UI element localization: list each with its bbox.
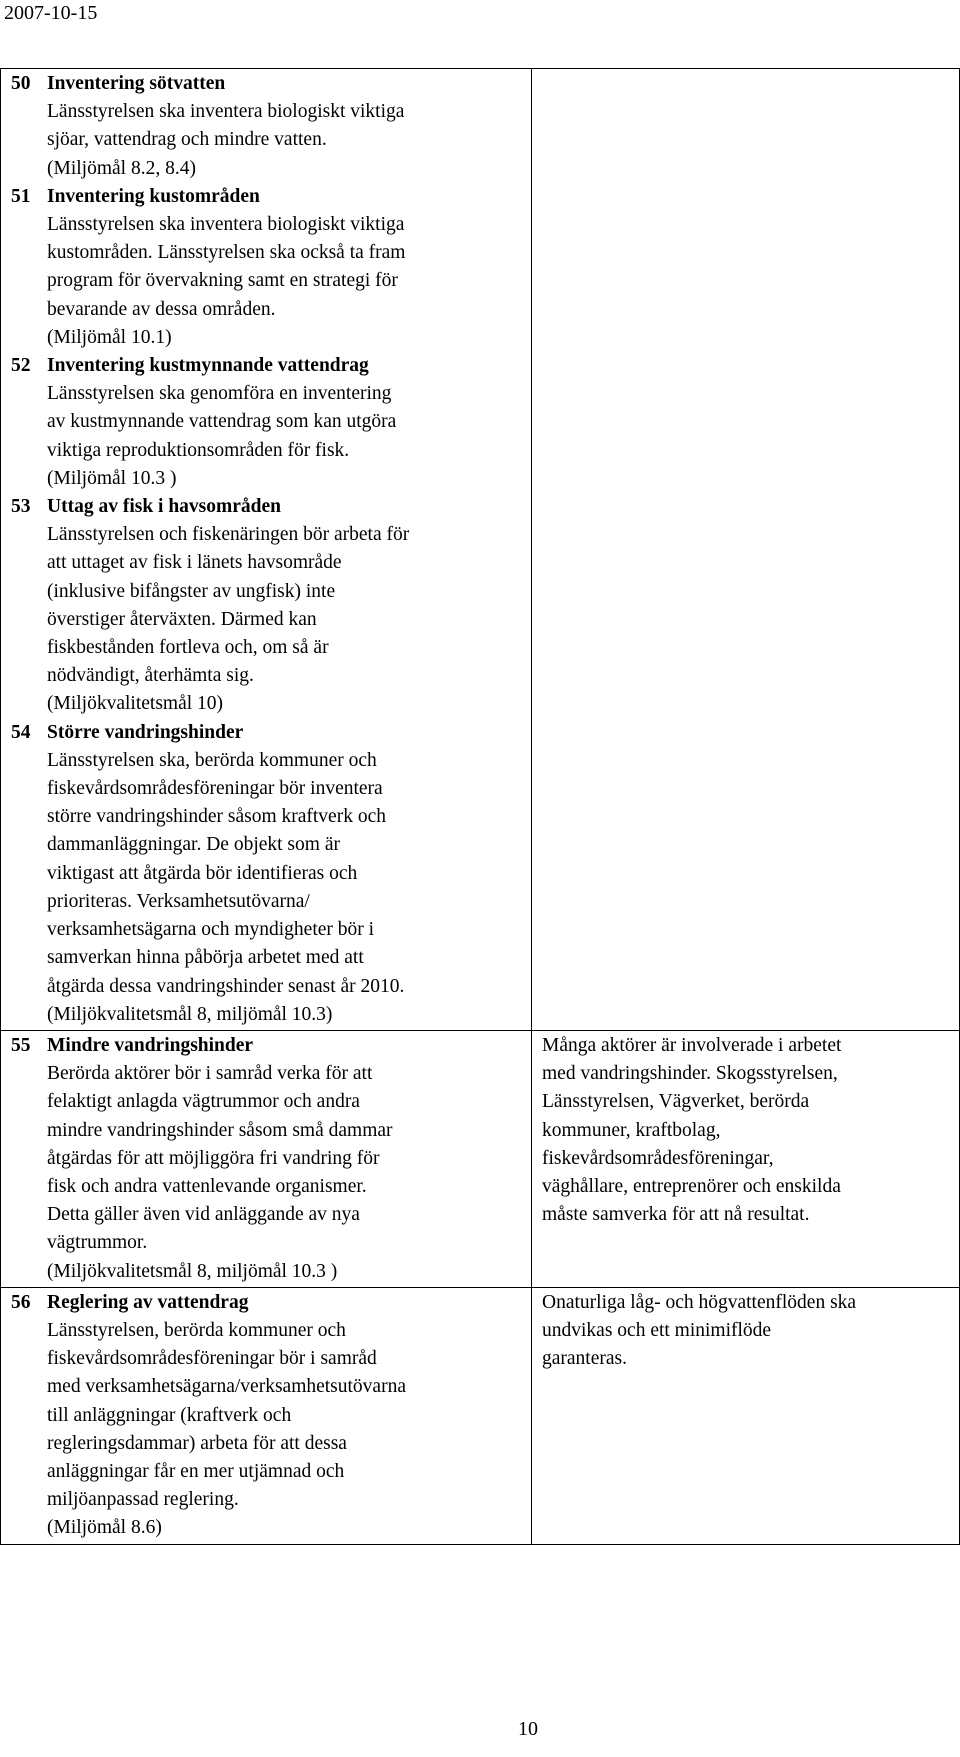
note-text-line: kommuner, kraftbolag,: [542, 1119, 721, 1141]
table-row: [1, 69, 960, 1031]
item-text-line: miljöanpassad reglering.: [47, 1489, 239, 1511]
item-text-line: (Miljökvalitetsmål 8, miljömål 10.3 ): [47, 1260, 338, 1282]
item-text-line: fiskbestånden fortleva och, om så är: [47, 637, 329, 659]
item-text-line: fiskevårdsområdesföreningar bör inventera: [47, 778, 383, 800]
item-title: Inventering kustmynnande vattendrag: [47, 355, 369, 377]
item-text-line: till anläggningar (kraftverk och: [47, 1404, 292, 1426]
item-text-line: samverkan hinna påbörja arbetet med att: [47, 947, 364, 969]
item-number: 54: [11, 721, 31, 743]
item-text-line: (Miljömål 10.3 ): [47, 467, 177, 489]
note-group: [532, 1288, 959, 1375]
item-text-line: Länsstyrelsen, berörda kommuner och: [47, 1319, 346, 1341]
item-text-line: Detta gäller även vid anläggande av nya: [47, 1204, 360, 1226]
document-date: 2007-10-15: [4, 2, 98, 24]
item-text-line: (Miljömål 10.1): [47, 326, 172, 348]
notes-cell: [532, 1287, 960, 1544]
note-text-line: garanteras.: [542, 1348, 627, 1370]
item-text-line: vägtrummor.: [47, 1232, 148, 1254]
item-text-line: program för övervakning samt en strategi för: [47, 270, 398, 292]
item-text-line: åtgärdas för att möjliggöra fri vandring för: [47, 1147, 380, 1169]
item-text-line: sjöar, vattendrag och mindre vatten.: [47, 129, 327, 151]
item-number: 50: [11, 73, 31, 94]
note-text-line: undvikas och ett minimiflöde: [542, 1319, 772, 1341]
item-text-line: regleringsdammar) arbeta för att dessa: [47, 1432, 347, 1454]
measures-table: [0, 68, 960, 1545]
item-content: [47, 493, 527, 719]
item-number: 56: [11, 1291, 31, 1313]
item-text-line: anläggningar får en mer utjämnad och: [47, 1460, 345, 1482]
item-text-line: större vandringshinder såsom kraftverk och: [47, 806, 386, 828]
list-item: [11, 719, 527, 1029]
item-content: [47, 183, 527, 352]
note-text-line: Onaturliga låg- och högvattenflöden ska: [542, 1291, 857, 1313]
item-text-line: bevarande av dessa områden.: [47, 298, 276, 320]
measures-group: [1, 1031, 531, 1287]
item-text-line: nödvändigt, återhämta sig.: [47, 665, 254, 687]
list-item: [11, 183, 527, 352]
item-number: 55: [11, 1034, 31, 1056]
list-item: [11, 493, 527, 719]
item-text-line: verksamhetsägarna och myndigheter bör i: [47, 919, 375, 941]
item-text-line: åtgärda dessa vandringshinder senast år 2010.: [47, 975, 405, 997]
item-text-line: Länsstyrelsen och fiskenäringen bör arbeta för: [47, 524, 410, 546]
note-text-line: Många aktörer är involverade i arbetet: [542, 1034, 842, 1056]
item-text-line: kustområden. Länsstyrelsen ska också ta fram: [47, 242, 406, 264]
measures-cell: [1, 1030, 532, 1287]
note-text-line: måste samverka för att nå resultat.: [542, 1204, 810, 1226]
item-text-line: (Miljömål 8.2, 8.4): [47, 157, 196, 179]
item-title: Inventering kustområden: [47, 185, 260, 207]
item-text-line: att uttaget av fisk i länets havsområde: [47, 552, 342, 574]
item-text-line: (Miljökvalitetsmål 8, miljömål 10.3): [47, 1003, 333, 1025]
notes-cell: [532, 1030, 960, 1287]
list-item: [11, 70, 527, 183]
measures-group: [1, 69, 531, 1030]
item-title: Uttag av fisk i havsområden: [47, 496, 282, 518]
list-item: [11, 1032, 527, 1286]
page-number: 10: [518, 1718, 538, 1740]
item-text-line: Länsstyrelsen ska inventera biologiskt viktiga: [47, 101, 405, 123]
item-text-line: viktigast att åtgärda bör identifieras och: [47, 862, 358, 884]
note-text-line: Länsstyrelsen, Vägverket, berörda: [542, 1091, 810, 1113]
note-text-line: med vandringshinder. Skogsstyrelsen,: [542, 1063, 838, 1085]
item-number: 52: [11, 355, 31, 377]
measures-cell: [1, 1287, 532, 1544]
item-text-line: fiskevårdsområdesföreningar bör i samråd: [47, 1348, 377, 1370]
item-content: [47, 1289, 527, 1543]
list-item: [11, 1289, 527, 1543]
item-text-line: av kustmynnande vattendrag som kan utgöra: [47, 411, 397, 433]
item-text-line: (Miljömål 8.6): [47, 1517, 162, 1539]
measures-cell: [1, 69, 532, 1031]
item-text-line: Berörda aktörer bör i samråd verka för att: [47, 1063, 373, 1085]
note-group: [532, 1031, 959, 1230]
item-text-line: prioriteras. Verksamhetsutövarna/: [47, 890, 310, 912]
table-row: [1, 1030, 960, 1287]
item-text-line: fisk och andra vattenlevande organismer.: [47, 1175, 367, 1197]
table-row: [1, 1287, 960, 1544]
measures-group: [1, 1288, 531, 1544]
item-content: [47, 352, 527, 493]
item-number: 51: [11, 185, 31, 207]
list-item: [11, 352, 527, 493]
note-text-line: väghållare, entreprenörer och enskilda: [542, 1175, 841, 1197]
item-content: [47, 70, 527, 183]
note-text-line: fiskevårdsområdesföreningar,: [542, 1147, 774, 1169]
item-text-line: felaktigt anlagda vägtrummor och andra: [47, 1091, 360, 1113]
item-text-line: Länsstyrelsen ska, berörda kommuner och: [47, 749, 377, 771]
item-text-line: dammanläggningar. De objekt som är: [47, 834, 340, 856]
item-text-line: (inklusive bifångster av ungfisk) inte: [47, 580, 336, 602]
item-text-line: överstiger återväxten. Därmed kan: [47, 608, 317, 630]
item-text-line: viktiga reproduktionsområden för fisk.: [47, 439, 350, 461]
measures-table-body: [1, 69, 960, 1545]
item-content: [47, 1032, 527, 1286]
item-title: Reglering av vattendrag: [47, 1291, 249, 1313]
item-number: 53: [11, 496, 31, 518]
notes-cell-empty: [532, 69, 960, 1031]
item-text-line: Länsstyrelsen ska genomföra en inventering: [47, 383, 392, 405]
item-title: Inventering sötvatten: [47, 73, 226, 94]
item-text-line: (Miljökvalitetsmål 10): [47, 693, 224, 715]
item-text-line: med verksamhetsägarna/verksamhetsutövarna: [47, 1376, 406, 1398]
item-text-line: Länsstyrelsen ska inventera biologiskt viktiga: [47, 214, 405, 236]
item-title: Större vandringshinder: [47, 721, 244, 743]
item-title: Mindre vandringshinder: [47, 1034, 254, 1056]
item-content: [47, 719, 527, 1029]
item-text-line: mindre vandringshinder såsom små dammar: [47, 1119, 393, 1141]
